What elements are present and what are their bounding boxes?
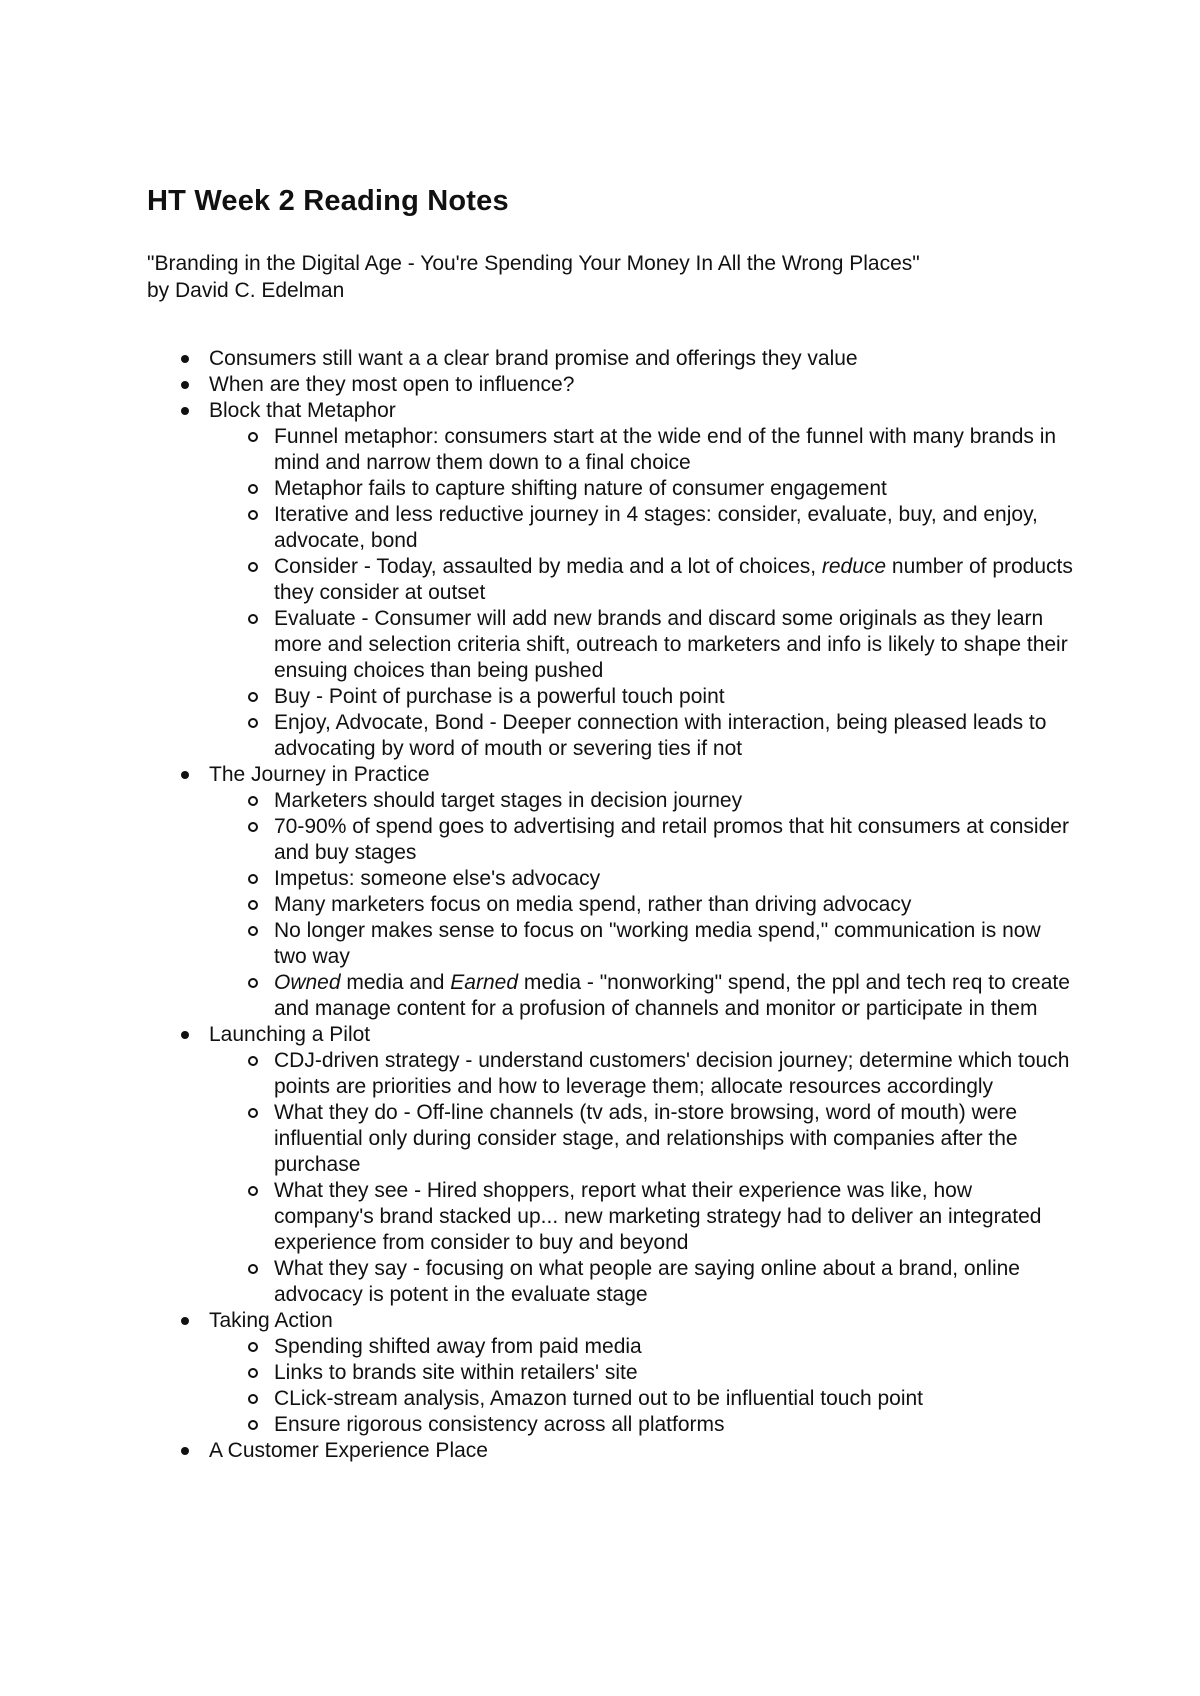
sub-list-item: CLick-stream analysis, Amazon turned out to be influential touch point bbox=[274, 1386, 1077, 1412]
sub-list-item: No longer makes sense to focus on "working media spend," communication is now two way bbox=[274, 918, 1077, 970]
sub-list-item: Evaluate - Consumer will add new brands and discard some originals as they learn more and selection criteria shift, outreach to marketers and info is likely to shape their ensuing choices than being pushed bbox=[274, 606, 1077, 684]
sub-list bbox=[209, 1048, 1077, 1308]
list-item-text: Block that Metaphor bbox=[209, 399, 396, 422]
sub-list-item: Ensure rigorous consistency across all platforms bbox=[274, 1412, 1077, 1438]
sub-list-item: 70-90% of spend goes to advertising and retail promos that hit consumers at consider and buy stages bbox=[274, 814, 1077, 866]
sub-list-item: Links to brands site within retailers' site bbox=[274, 1360, 1077, 1386]
text-run: Consider - Today, assaulted by media and a lot of choices, bbox=[274, 555, 822, 578]
list-item-text: A Customer Experience Place bbox=[209, 1439, 488, 1462]
sub-list-item: What they say - focusing on what people are saying online about a brand, online advocacy is potent in the evaluate stage bbox=[274, 1256, 1077, 1308]
source-title: "Branding in the Digital Age - You're Spending Your Money In All the Wrong Places" bbox=[147, 252, 920, 275]
sub-list-item: Buy - Point of purchase is a powerful touch point bbox=[274, 684, 1077, 710]
page-title: HT Week 2 Reading Notes bbox=[147, 185, 509, 217]
list-item-text: When are they most open to influence? bbox=[209, 373, 575, 396]
emphasis-text: Earned bbox=[450, 971, 519, 994]
list-item-text: The Journey in Practice bbox=[209, 763, 430, 786]
list-item bbox=[209, 1438, 1077, 1464]
sub-list bbox=[209, 788, 1077, 1022]
sub-list-item: Many marketers focus on media spend, rather than driving advocacy bbox=[274, 892, 1077, 918]
list-item bbox=[209, 346, 1077, 372]
list-item bbox=[209, 762, 1077, 1022]
sub-list-item bbox=[274, 970, 1077, 1022]
text-run: number of products they consider at outset bbox=[274, 555, 1073, 604]
text-run: media and bbox=[340, 971, 451, 994]
list-item bbox=[209, 1022, 1077, 1308]
sub-list-item bbox=[274, 554, 1077, 606]
list-item bbox=[209, 1308, 1077, 1438]
sub-list-item: What they see - Hired shoppers, report what their experience was like, how company's brand stacked up... new marketing strategy had to deliver an integrated experience from consider to buy and beyond bbox=[274, 1178, 1077, 1256]
sub-list-item: Enjoy, Advocate, Bond - Deeper connection with interaction, being pleased leads to advocating by word of mouth or severing ties if not bbox=[274, 710, 1077, 762]
source-info bbox=[147, 250, 1077, 304]
sub-list-item: Iterative and less reductive journey in 4 stages: consider, evaluate, buy, and enjoy, advocate, bond bbox=[274, 502, 1077, 554]
sub-list bbox=[209, 424, 1077, 762]
text-run: media - "nonworking" spend, the ppl and tech req to create and manage content for a profusion of channels and monitor or participate in them bbox=[274, 971, 1070, 1020]
emphasis-text: reduce bbox=[821, 555, 887, 578]
notes-list bbox=[147, 346, 1077, 1464]
sub-list-item: Impetus: someone else's advocacy bbox=[274, 866, 1077, 892]
sub-list-item: Spending shifted away from paid media bbox=[274, 1334, 1077, 1360]
list-item-text: Launching a Pilot bbox=[209, 1023, 371, 1046]
list-item-text: Consumers still want a a clear brand promise and offerings they value bbox=[209, 347, 858, 370]
source-author: by David C. Edelman bbox=[147, 279, 345, 302]
sub-list bbox=[209, 1334, 1077, 1438]
list-item bbox=[209, 398, 1077, 762]
emphasis-text: Owned bbox=[274, 971, 341, 994]
sub-list-item: CDJ-driven strategy - understand customers' decision journey; determine which touch points are priorities and how to leverage them; allocate resources accordingly bbox=[274, 1048, 1077, 1100]
sub-list-item: Marketers should target stages in decision journey bbox=[274, 788, 1077, 814]
sub-list-item: Metaphor fails to capture shifting nature of consumer engagement bbox=[274, 476, 1077, 502]
list-item-text: Taking Action bbox=[209, 1309, 333, 1332]
sub-list-item: What they do - Off-line channels (tv ads, in-store browsing, word of mouth) were influential only during consider stage, and relationships with companies after the purchase bbox=[274, 1100, 1077, 1178]
sub-list-item: Funnel metaphor: consumers start at the wide end of the funnel with many brands in mind and narrow them down to a final choice bbox=[274, 424, 1077, 476]
document-body bbox=[147, 182, 1077, 1464]
list-item bbox=[209, 372, 1077, 398]
